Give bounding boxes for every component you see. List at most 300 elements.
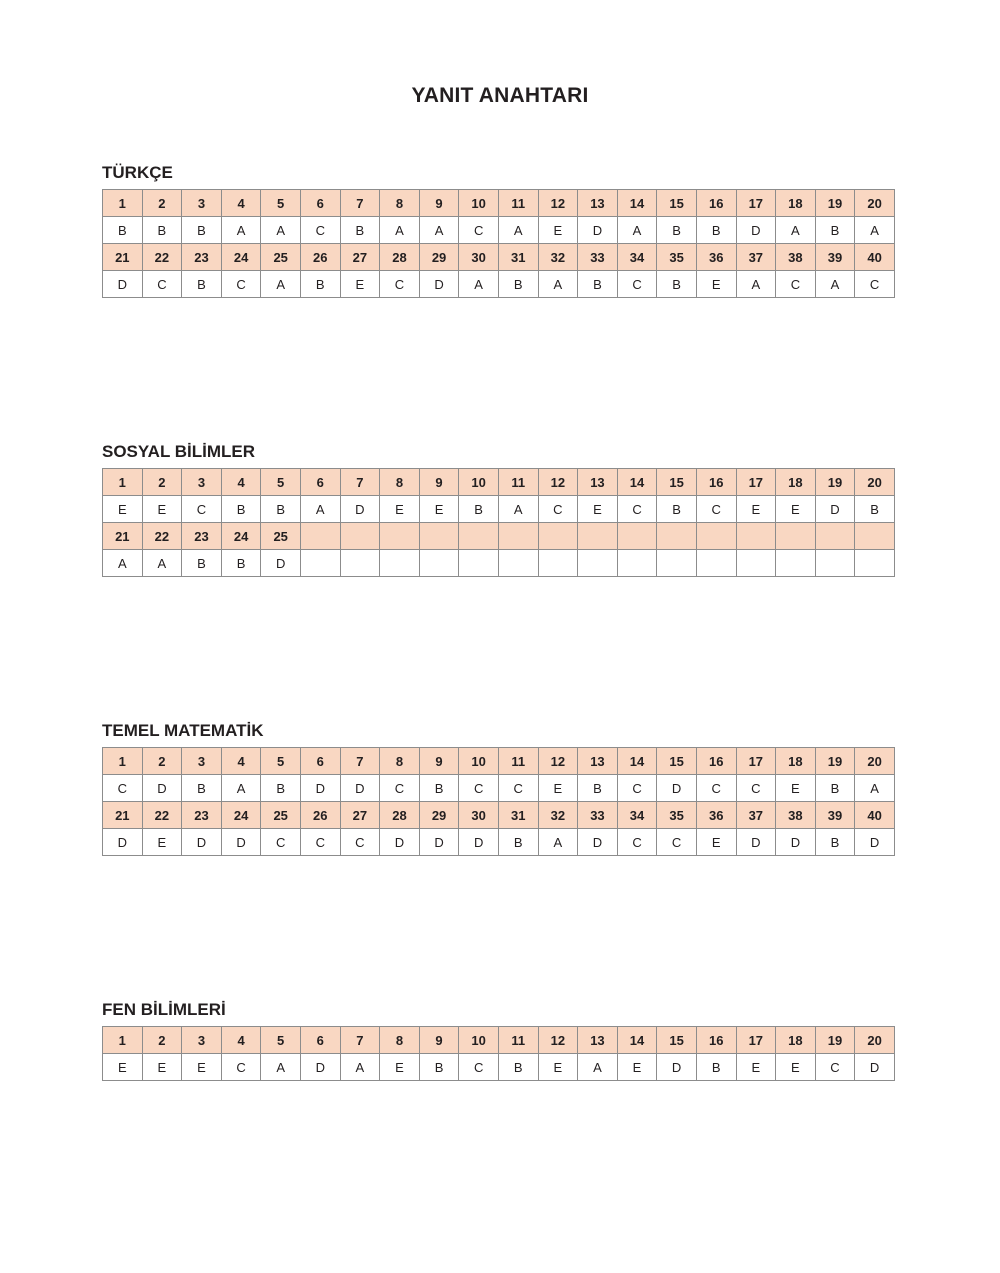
answer-row xyxy=(103,829,895,856)
answer-cell: C xyxy=(696,775,736,802)
answer-row xyxy=(103,271,895,298)
section-sosyal-bilimler xyxy=(102,441,894,577)
question-number-cell: 8 xyxy=(380,748,420,775)
question-number-row xyxy=(103,469,895,496)
answer-cell: A xyxy=(459,271,499,298)
question-number-cell: 29 xyxy=(419,244,459,271)
question-number-cell: 3 xyxy=(182,190,222,217)
question-number-cell: 4 xyxy=(221,1027,261,1054)
answer-cell: D xyxy=(815,496,855,523)
question-number-cell: 22 xyxy=(142,244,182,271)
question-number-cell: 14 xyxy=(617,190,657,217)
question-number-cell: 10 xyxy=(459,1027,499,1054)
question-number-cell: 23 xyxy=(182,802,222,829)
question-number-cell: 36 xyxy=(696,244,736,271)
question-number-cell: 7 xyxy=(340,1027,380,1054)
question-number-cell: 2 xyxy=(142,190,182,217)
answer-cell: B xyxy=(142,217,182,244)
question-number-cell: 2 xyxy=(142,748,182,775)
question-number-row xyxy=(103,523,895,550)
question-number-cell: 35 xyxy=(657,802,697,829)
answer-cell: B xyxy=(419,775,459,802)
question-number-cell: 35 xyxy=(657,244,697,271)
answer-cell: D xyxy=(103,271,143,298)
question-number-cell: 31 xyxy=(498,244,538,271)
question-number-cell xyxy=(380,523,420,550)
section-title: SOSYAL BİLİMLER xyxy=(102,442,256,461)
answer-cell: C xyxy=(380,775,420,802)
answer-cell: A xyxy=(261,1054,301,1081)
answer-cell: A xyxy=(617,217,657,244)
answer-cell: A xyxy=(776,217,816,244)
question-number-cell: 9 xyxy=(419,1027,459,1054)
section-temel-matematik xyxy=(102,720,894,856)
answer-cell: C xyxy=(617,829,657,856)
question-number-cell: 15 xyxy=(657,1027,697,1054)
question-number-cell: 40 xyxy=(855,244,895,271)
section-title: TÜRKÇE xyxy=(102,163,173,182)
question-number-cell: 22 xyxy=(142,523,182,550)
answer-cell xyxy=(498,550,538,577)
question-number-cell: 34 xyxy=(617,802,657,829)
answer-cell xyxy=(300,550,340,577)
question-number-cell: 17 xyxy=(736,748,776,775)
question-number-cell: 18 xyxy=(776,1027,816,1054)
answer-cell: D xyxy=(419,829,459,856)
page-title: YANIT ANAHTARI xyxy=(411,84,589,107)
question-number-cell: 19 xyxy=(815,748,855,775)
answer-cell: D xyxy=(221,829,261,856)
question-number-cell: 23 xyxy=(182,244,222,271)
answer-cell: D xyxy=(736,217,776,244)
question-number-cell: 12 xyxy=(538,469,578,496)
question-number-cell: 21 xyxy=(103,244,143,271)
question-number-cell: 25 xyxy=(261,244,301,271)
answer-cell: D xyxy=(736,829,776,856)
answer-cell: E xyxy=(578,496,618,523)
question-number-cell: 31 xyxy=(498,802,538,829)
answer-cell: C xyxy=(498,775,538,802)
question-number-cell xyxy=(617,523,657,550)
question-number-cell: 32 xyxy=(538,244,578,271)
question-number-cell: 14 xyxy=(617,469,657,496)
answer-cell: D xyxy=(419,271,459,298)
answer-cell: B xyxy=(182,775,222,802)
answer-cell: E xyxy=(538,775,578,802)
answer-cell xyxy=(657,550,697,577)
question-number-cell xyxy=(538,523,578,550)
question-number-row xyxy=(103,190,895,217)
question-number-cell xyxy=(657,523,697,550)
question-number-cell: 17 xyxy=(736,469,776,496)
answer-cell: E xyxy=(776,775,816,802)
question-number-cell: 2 xyxy=(142,469,182,496)
question-number-cell: 13 xyxy=(578,1027,618,1054)
question-number-cell: 3 xyxy=(182,748,222,775)
answer-cell: B xyxy=(657,271,697,298)
question-number-cell: 15 xyxy=(657,190,697,217)
answer-cell: E xyxy=(617,1054,657,1081)
answer-cell: E xyxy=(182,1054,222,1081)
question-number-cell: 25 xyxy=(261,523,301,550)
answer-cell xyxy=(380,550,420,577)
question-number-cell: 30 xyxy=(459,244,499,271)
question-number-cell: 20 xyxy=(855,190,895,217)
answer-cell: E xyxy=(538,1054,578,1081)
question-number-cell: 30 xyxy=(459,802,499,829)
question-number-cell: 6 xyxy=(300,1027,340,1054)
question-number-cell: 13 xyxy=(578,190,618,217)
question-number-cell: 19 xyxy=(815,190,855,217)
question-number-cell xyxy=(498,523,538,550)
answer-cell: B xyxy=(855,496,895,523)
answer-cell xyxy=(538,550,578,577)
section-turkce xyxy=(102,162,894,298)
question-number-cell: 11 xyxy=(498,469,538,496)
answer-cell xyxy=(776,550,816,577)
question-number-cell: 17 xyxy=(736,190,776,217)
answer-cell: E xyxy=(736,1054,776,1081)
answer-cell: B xyxy=(657,496,697,523)
answer-cell: B xyxy=(578,271,618,298)
answer-cell: A xyxy=(221,217,261,244)
question-number-row xyxy=(103,802,895,829)
answer-cell: D xyxy=(855,1054,895,1081)
question-number-cell: 15 xyxy=(657,748,697,775)
question-number-cell: 25 xyxy=(261,802,301,829)
question-number-cell: 18 xyxy=(776,469,816,496)
question-number-row xyxy=(103,244,895,271)
question-number-cell: 9 xyxy=(419,190,459,217)
answer-cell: A xyxy=(736,271,776,298)
answer-cell: D xyxy=(578,829,618,856)
answer-cell: C xyxy=(736,775,776,802)
answer-cell: A xyxy=(498,496,538,523)
answer-cell: B xyxy=(459,496,499,523)
question-number-cell: 12 xyxy=(538,1027,578,1054)
question-number-cell: 4 xyxy=(221,748,261,775)
answer-cell: A xyxy=(103,550,143,577)
answer-cell: C xyxy=(696,496,736,523)
answer-cell: B xyxy=(419,1054,459,1081)
question-number-cell xyxy=(855,523,895,550)
question-number-cell: 19 xyxy=(815,469,855,496)
answer-cell: A xyxy=(815,271,855,298)
question-number-cell: 39 xyxy=(815,802,855,829)
answer-cell: B xyxy=(498,1054,538,1081)
answer-cell: B xyxy=(340,217,380,244)
question-number-cell: 26 xyxy=(300,244,340,271)
question-number-cell: 1 xyxy=(103,190,143,217)
answer-cell: A xyxy=(538,829,578,856)
question-number-cell: 4 xyxy=(221,469,261,496)
answer-cell: C xyxy=(776,271,816,298)
question-number-cell: 7 xyxy=(340,748,380,775)
question-number-cell: 5 xyxy=(261,190,301,217)
question-number-cell: 5 xyxy=(261,469,301,496)
answer-cell: C xyxy=(815,1054,855,1081)
answer-cell: B xyxy=(261,775,301,802)
answer-cell: C xyxy=(617,496,657,523)
question-number-cell: 1 xyxy=(103,748,143,775)
question-number-cell xyxy=(696,523,736,550)
answer-cell: A xyxy=(340,1054,380,1081)
answer-cell: A xyxy=(498,217,538,244)
answer-cell: A xyxy=(221,775,261,802)
answer-row xyxy=(103,775,895,802)
answer-cell xyxy=(578,550,618,577)
question-number-cell: 24 xyxy=(221,802,261,829)
question-number-cell: 7 xyxy=(340,190,380,217)
answer-cell: E xyxy=(419,496,459,523)
question-number-cell: 10 xyxy=(459,190,499,217)
question-number-cell: 37 xyxy=(736,802,776,829)
question-number-cell: 12 xyxy=(538,190,578,217)
answer-cell: C xyxy=(380,271,420,298)
answer-cell: B xyxy=(815,775,855,802)
answer-cell: C xyxy=(300,829,340,856)
question-number-cell: 18 xyxy=(776,748,816,775)
answer-cell: D xyxy=(578,217,618,244)
answer-cell: C xyxy=(103,775,143,802)
answer-cell xyxy=(696,550,736,577)
answer-cell: A xyxy=(855,775,895,802)
question-number-cell: 18 xyxy=(776,190,816,217)
answer-cell: D xyxy=(340,775,380,802)
answer-cell: B xyxy=(657,217,697,244)
question-number-cell: 8 xyxy=(380,469,420,496)
answer-cell: C xyxy=(538,496,578,523)
question-number-cell: 4 xyxy=(221,190,261,217)
section-fen-bilimleri xyxy=(102,999,894,1081)
answer-cell: B xyxy=(498,271,538,298)
question-number-cell: 10 xyxy=(459,748,499,775)
question-number-cell: 21 xyxy=(103,523,143,550)
answer-cell: D xyxy=(855,829,895,856)
answer-row xyxy=(103,217,895,244)
answer-key-table xyxy=(102,1026,895,1081)
answer-cell: A xyxy=(261,271,301,298)
question-number-row xyxy=(103,1027,895,1054)
question-number-cell: 6 xyxy=(300,469,340,496)
question-number-cell: 38 xyxy=(776,802,816,829)
question-number-cell: 33 xyxy=(578,802,618,829)
question-number-cell xyxy=(419,523,459,550)
answer-cell: C xyxy=(459,775,499,802)
answer-cell: A xyxy=(380,217,420,244)
answer-cell: E xyxy=(696,271,736,298)
answer-cell xyxy=(419,550,459,577)
question-number-cell: 20 xyxy=(855,469,895,496)
question-number-cell: 27 xyxy=(340,802,380,829)
answer-cell: B xyxy=(221,550,261,577)
answer-cell: E xyxy=(696,829,736,856)
answer-cell: E xyxy=(380,496,420,523)
question-number-cell xyxy=(815,523,855,550)
answer-cell: C xyxy=(855,271,895,298)
question-number-cell xyxy=(578,523,618,550)
answer-cell: B xyxy=(261,496,301,523)
question-number-cell: 5 xyxy=(261,748,301,775)
answer-cell: E xyxy=(538,217,578,244)
question-number-cell: 9 xyxy=(419,748,459,775)
question-number-cell: 8 xyxy=(380,1027,420,1054)
answer-cell: A xyxy=(419,217,459,244)
answer-cell: A xyxy=(300,496,340,523)
question-number-cell: 11 xyxy=(498,1027,538,1054)
question-number-cell: 3 xyxy=(182,1027,222,1054)
answer-cell: B xyxy=(300,271,340,298)
question-number-cell: 32 xyxy=(538,802,578,829)
answer-cell: E xyxy=(380,1054,420,1081)
answer-cell xyxy=(459,550,499,577)
question-number-cell: 8 xyxy=(380,190,420,217)
question-number-cell: 16 xyxy=(696,1027,736,1054)
question-number-cell: 24 xyxy=(221,523,261,550)
answer-cell: B xyxy=(815,217,855,244)
answer-cell: A xyxy=(855,217,895,244)
question-number-cell: 2 xyxy=(142,1027,182,1054)
question-number-cell: 3 xyxy=(182,469,222,496)
question-number-cell xyxy=(340,523,380,550)
answer-cell: C xyxy=(459,217,499,244)
answer-cell: E xyxy=(142,1054,182,1081)
question-number-cell: 10 xyxy=(459,469,499,496)
question-number-cell: 40 xyxy=(855,802,895,829)
question-number-cell xyxy=(736,523,776,550)
answer-cell: B xyxy=(696,217,736,244)
answer-cell: B xyxy=(578,775,618,802)
answer-key-table xyxy=(102,189,895,298)
question-number-cell: 36 xyxy=(696,802,736,829)
question-number-cell: 17 xyxy=(736,1027,776,1054)
question-number-cell: 38 xyxy=(776,244,816,271)
answer-cell: D xyxy=(380,829,420,856)
question-number-cell: 22 xyxy=(142,802,182,829)
answer-cell: E xyxy=(103,1054,143,1081)
answer-cell: D xyxy=(103,829,143,856)
answer-cell xyxy=(617,550,657,577)
question-number-cell: 19 xyxy=(815,1027,855,1054)
question-number-cell: 9 xyxy=(419,469,459,496)
answer-cell: C xyxy=(221,271,261,298)
answer-cell: C xyxy=(617,775,657,802)
question-number-cell: 16 xyxy=(696,469,736,496)
question-number-cell: 7 xyxy=(340,469,380,496)
answer-cell: B xyxy=(182,271,222,298)
answer-cell: D xyxy=(459,829,499,856)
question-number-cell xyxy=(300,523,340,550)
answer-row xyxy=(103,496,895,523)
question-number-cell: 27 xyxy=(340,244,380,271)
answer-cell: A xyxy=(578,1054,618,1081)
answer-cell: D xyxy=(300,1054,340,1081)
answer-cell: D xyxy=(182,829,222,856)
answer-cell: C xyxy=(617,271,657,298)
question-number-row xyxy=(103,748,895,775)
answer-key-table xyxy=(102,468,895,577)
answer-cell: D xyxy=(142,775,182,802)
question-number-cell: 14 xyxy=(617,1027,657,1054)
answer-cell: C xyxy=(221,1054,261,1081)
question-number-cell: 1 xyxy=(103,469,143,496)
answer-cell: B xyxy=(498,829,538,856)
answer-key-table xyxy=(102,747,895,856)
question-number-cell: 11 xyxy=(498,748,538,775)
question-number-cell: 37 xyxy=(736,244,776,271)
answer-cell: E xyxy=(103,496,143,523)
question-number-cell: 33 xyxy=(578,244,618,271)
answer-cell: A xyxy=(142,550,182,577)
question-number-cell: 15 xyxy=(657,469,697,496)
question-number-cell: 13 xyxy=(578,748,618,775)
answer-cell: C xyxy=(340,829,380,856)
question-number-cell: 13 xyxy=(578,469,618,496)
answer-row xyxy=(103,550,895,577)
answer-cell: B xyxy=(182,217,222,244)
question-number-cell: 6 xyxy=(300,190,340,217)
answer-cell xyxy=(855,550,895,577)
answer-cell: C xyxy=(459,1054,499,1081)
answer-cell: D xyxy=(776,829,816,856)
question-number-cell: 16 xyxy=(696,748,736,775)
question-number-cell xyxy=(459,523,499,550)
question-number-cell: 20 xyxy=(855,1027,895,1054)
answer-cell: E xyxy=(776,496,816,523)
question-number-cell: 16 xyxy=(696,190,736,217)
answer-cell: E xyxy=(142,829,182,856)
answer-cell: A xyxy=(261,217,301,244)
answer-cell: E xyxy=(736,496,776,523)
answer-cell: E xyxy=(776,1054,816,1081)
question-number-cell: 28 xyxy=(380,802,420,829)
answer-cell: B xyxy=(696,1054,736,1081)
answer-cell: C xyxy=(300,217,340,244)
answer-cell: D xyxy=(261,550,301,577)
section-title: FEN BİLİMLERİ xyxy=(102,1000,226,1019)
answer-cell: C xyxy=(142,271,182,298)
answer-cell xyxy=(815,550,855,577)
question-number-cell: 28 xyxy=(380,244,420,271)
answer-cell: B xyxy=(182,550,222,577)
answer-cell: D xyxy=(657,1054,697,1081)
question-number-cell: 20 xyxy=(855,748,895,775)
question-number-cell: 5 xyxy=(261,1027,301,1054)
question-number-cell: 12 xyxy=(538,748,578,775)
question-number-cell: 29 xyxy=(419,802,459,829)
answer-cell: E xyxy=(340,271,380,298)
answer-row xyxy=(103,1054,895,1081)
answer-cell: D xyxy=(300,775,340,802)
question-number-cell: 23 xyxy=(182,523,222,550)
answer-cell: D xyxy=(340,496,380,523)
answer-cell xyxy=(736,550,776,577)
question-number-cell: 21 xyxy=(103,802,143,829)
answer-cell: B xyxy=(221,496,261,523)
question-number-cell: 6 xyxy=(300,748,340,775)
question-number-cell: 24 xyxy=(221,244,261,271)
question-number-cell: 1 xyxy=(103,1027,143,1054)
answer-cell: B xyxy=(103,217,143,244)
answer-cell: C xyxy=(261,829,301,856)
question-number-cell: 34 xyxy=(617,244,657,271)
question-number-cell: 11 xyxy=(498,190,538,217)
answer-cell: B xyxy=(815,829,855,856)
answer-cell xyxy=(340,550,380,577)
section-title: TEMEL MATEMATİK xyxy=(102,721,264,740)
question-number-cell: 26 xyxy=(300,802,340,829)
answer-cell: C xyxy=(657,829,697,856)
